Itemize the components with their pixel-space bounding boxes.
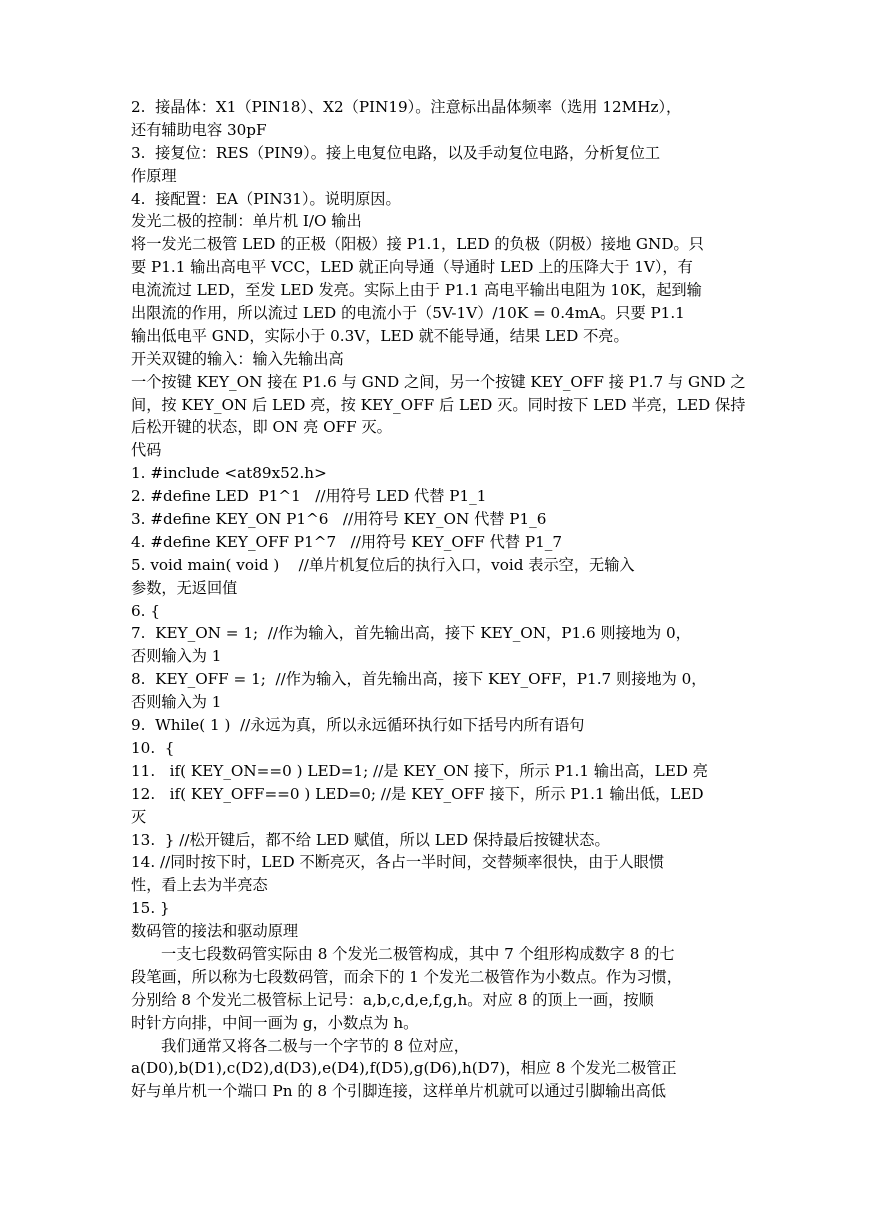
text-line: 段笔画，所以称为七段数码管，而余下的 1 个发光二极管作为小数点。作为习惯， <box>131 967 682 986</box>
code-line: 14. //同时按下时，LED 不断亮灭，各占一半时间，交替频率很快，由于人眼惯 <box>131 853 665 872</box>
code-line: 2. #define LED P1^1 //用符号 LED 代替 P1_1 <box>131 487 487 506</box>
code-line: 11. if( KEY_ON==0 ) LED=1; //是 KEY_ON 接下，所示 P1.1 输出高，LED 亮 <box>131 761 708 780</box>
code-line: 13. } //松开键后，都不给 LED 赋值，所以 LED 保持最后按键状态。 <box>131 830 610 849</box>
text-line: 将一发光二极管 LED 的正极（阳极）接 P1.1，LED 的负极（阴极）接地 GND。只 <box>131 235 704 254</box>
text-line: 时针方向排，中间一画为 g，小数点为 h。 <box>131 1013 419 1032</box>
code-line: 9. While( 1 ) //永远为真，所以永远循环执行如下括号内所有语句 <box>131 716 585 735</box>
text-line: a(D0),b(D1),c(D2),d(D3),e(D4),f(D5),g(D6),h(D7)，相应 8 个发光二极管正 <box>131 1059 677 1078</box>
text-line: 好与单片机一个端口 Pn 的 8 个引脚连接，这样单片机就可以通过引脚输出高低 <box>131 1082 666 1101</box>
text-line: 后松开键的状态，即 ON 亮 OFF 灭。 <box>131 418 392 437</box>
code-line: 性，看上去为半亮态 <box>131 876 268 895</box>
text-line: 一个按键 KEY_ON 接在 P1.6 与 GND 之间，另一个按键 KEY_OFF 接 P1.7 与 GND 之 <box>131 372 746 391</box>
text-line: 4. 接配置：EA（PIN31）。说明原因。 <box>131 189 401 208</box>
text-line: 2. 接晶体：X1（PIN18）、X2（PIN19）。注意标出晶体频率（选用 12MHz）， <box>131 98 682 116</box>
text-line: 作原理 <box>131 166 177 185</box>
document-body <box>131 96 746 1103</box>
text-line: 还有辅助电容 30pF <box>131 120 267 139</box>
section-heading: 发光二极的控制：单片机 I/O 输出 <box>131 212 362 231</box>
code-line: 5. void main( void ) //单片机复位后的执行入口，void 表示空，无输入 <box>131 555 635 574</box>
text-line: 分别给 8 个发光二极管标上记号：a,b,c,d,e,f,g,h。对应 8 的顶上一画，按顺 <box>131 990 654 1009</box>
code-line: 4. #define KEY_OFF P1^7 //用符号 KEY_OFF 代替 P1_7 <box>131 532 563 551</box>
text-line: 电流流过 LED，至发 LED 发亮。实际上由于 P1.1 高电平输出电阻为 10K，起到输 <box>131 281 702 300</box>
text-line: 我们通常又将各二极与一个字节的 8 位对应， <box>161 1036 469 1055</box>
text-line: 3. 接复位：RES（PIN9）。接上电复位电路，以及手动复位电路，分析复位工 <box>131 143 661 162</box>
code-line: 10. { <box>131 738 175 757</box>
code-line: 8. KEY_OFF = 1; //作为输入，首先输出高，接下 KEY_OFF，P1.7 则接地为 0， <box>131 670 707 689</box>
code-line: 12. if( KEY_OFF==0 ) LED=0; //是 KEY_OFF 接下，所示 P1.1 输出低，LED <box>131 784 704 803</box>
code-line: 3. #define KEY_ON P1^6 //用符号 KEY_ON 代替 P1_6 <box>131 510 547 529</box>
code-line: 15. } <box>131 899 170 918</box>
text-line: 输出低电平 GND，实际小于 0.3V，LED 就不能导通，结果 LED 不亮。 <box>131 326 629 345</box>
section-heading: 数码管的接法和驱动原理 <box>131 922 299 941</box>
code-line: 否则输入为 1 <box>131 693 222 712</box>
code-line: 7. KEY_ON = 1; //作为输入，首先输出高，接下 KEY_ON，P1.6 则接地为 0， <box>131 624 691 643</box>
text-line: 一支七段数码管实际由 8 个发光二极管构成，其中 7 个组形构成数字 8 的七 <box>161 944 675 963</box>
section-heading: 代码 <box>131 441 162 460</box>
code-line: 参数，无返回值 <box>131 578 238 597</box>
code-line: 6. { <box>131 601 160 620</box>
code-line: 灭 <box>131 807 147 826</box>
code-line: 1. #include <at89x52.h> <box>131 464 327 483</box>
text-line: 间，按 KEY_ON 后 LED 亮，按 KEY_OFF 后 LED 灭。同时按下 LED 半亮，LED 保持 <box>131 395 746 414</box>
code-line: 否则输入为 1 <box>131 647 222 666</box>
text-line: 出限流的作用，所以流过 LED 的电流小于（5V-1V）/10K = 0.4mA。只要 P1.1 <box>131 304 685 323</box>
section-heading: 开关双键的输入：输入先输出高 <box>131 349 344 368</box>
text-line: 要 P1.1 输出高电平 VCC，LED 就正向导通（导通时 LED 上的压降大于 1V），有 <box>131 258 693 277</box>
